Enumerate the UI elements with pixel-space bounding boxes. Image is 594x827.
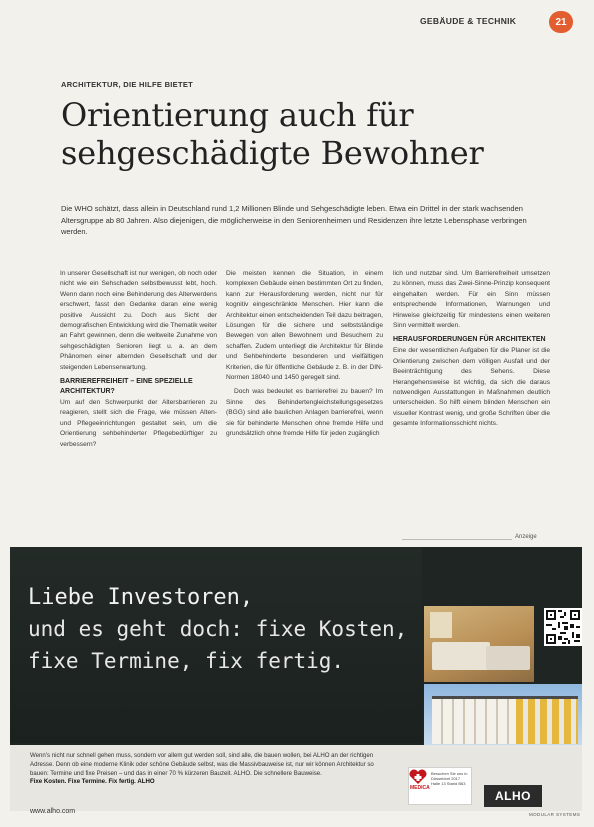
alho-logo-tagline: MODULAR SYSTEMS [529, 812, 581, 817]
ad-headline-line-1: Liebe Investoren, [28, 585, 254, 610]
article-column-3 [393, 269, 550, 434]
page-number-badge: 21 [549, 11, 573, 33]
column-paragraph: Doch was bedeutet es barrierefrei zu bauen? Im Sinne des Behindertengleichstellungsgesetzes (BGG) sind alle baulichen Anlagen barrierefrei, wenn sie für behinderte Menschen ohne fremde Hilfe und grundsätzlich ohne fremde Hilfe für jeden zugänglich [226, 388, 383, 438]
article-headline [61, 96, 561, 172]
headline-line-1: Orientierung auch für [61, 96, 414, 134]
column-paragraph: In unserer Gesellschaft ist nur wenigen, ob noch oder nicht wie ein Sehschaden selbstbewusst lebt, hoch. Wenn dann noch eine Behinderung des Alterwerdens erschwert, fasst den Gedanke daran eine wenig positive Aussicht zu. Doch aus Sicht der demografischen Entwicklung wird die Thematik weiter an Fahrt gewinnen, denn die weltweite Zunahme von sehgeschädigten Senioren liegt u. a. an dem Phänomen einer alternden Gesellschaft und der steigenden Lebenserwartung. [60, 270, 217, 371]
ad-divider [402, 539, 512, 540]
column-paragraph: lich und nutzbar sind. Um Barrierefreiheit umsetzen zu können, muss das Zwei-Sinne-Prinzip konsequent eingehalten werden. Für ein Sinn müssen entsprechende Informationen, Warnungen und Hinweise gleichzeitig für mindestens einen weiteren Sinn vermittelt werden. [393, 270, 550, 330]
headline-line-2: sehgeschädigte Bewohner [61, 134, 484, 172]
article-column-2 [226, 269, 383, 444]
ad-website-link[interactable]: www.alho.com [30, 808, 76, 815]
article-column-1 [60, 269, 217, 454]
ad-headline-line-3: fixe Termine, fix fertig. [28, 649, 345, 673]
subheading-barrierefreiheit: BARRIEREFREIHEIT – EINE SPEZIELLE ARCHITEKTUR? [60, 378, 193, 396]
ad-copy-text [30, 752, 390, 787]
ad-headline [28, 583, 407, 677]
ad-claim: Fixe Kosten. Fixe Termine. Fix fertig. ALHO [30, 778, 155, 786]
alho-logo: ALHO [484, 785, 542, 807]
article-kicker: ARCHITEKTUR, DIE HILFE BIETET [61, 80, 194, 89]
column-paragraph: Eine der wesentlichen Aufgaben für die Planer ist die Orientierung zwischen dem völligen Ausfall und der Beeinträchtigung des Sehens. Diese Herangehensweise ist wichtig, da sich die daraus notwendigen Ausstattungen in Maßnahmen deutlich unterscheiden. So hilft einem blinden Menschen ein visueller Kontrast wenig, und große Schriften über die gesamte Informationsschicht nichts. [393, 347, 550, 428]
ad-headline-line-2: und es geht doch: fixe Kosten, [28, 617, 408, 641]
ad-photo-patient-room [424, 606, 534, 682]
medica-badge-text: Besuchen Sie uns in Düsseldorf 2017 Halle 13 Stand B63 [431, 771, 468, 787]
ad-photo-modular-building [424, 684, 582, 746]
qr-code-icon[interactable] [544, 608, 582, 646]
column-paragraph: Die meisten kennen die Situation, in einem komplexen Gebäude einen bestimmten Ort zu finden, kann zur Herausforderung werden, nicht nur für kognitiv eingeschränkte Menschen. Hier kann die Architektur einen entscheidenden Teil dazu beitragen, Lösungen für die sichere und selbstständige Bewegen von allen Bewohnern und Besuchern zu schaffen. Zudem unterliegt die Architektur für Blinde und Sehbehinderte besonderen und vielfältigen Kriterien, die für öffentliche Gebäude z. B. in der DIN-Normen 18040 und 1450 geregelt sind. [226, 270, 383, 382]
advertisement[interactable] [10, 547, 582, 817]
ad-copy-body: Wenn's nicht nur schnell gehen muss, sondern vor allem gut werden soll, sind alle, die bauen wollen, bei ALHO an der richtigen Adresse. Denn ob eine moderne Klinik oder schöne Gebäude selbst, was die Massivbauweise ist, nur wir können Architektur so bauen: Termine und fixe Preisen – und das in einer 70 % kürzeren Bauzeit. ALHO. Die schnellere Bauweise. [30, 752, 374, 777]
column-paragraph: Um auf den Schwerpunkt der Altersbarrieren zu reagieren, stellt sich die Frage, wie müssen Alten- und Pflegeeinrichtungen gestaltet sein, um die Orientierung sehbehinderter Pflegebedürftiger zu verbessern? [60, 399, 217, 448]
medica-badge-title: MEDICA [410, 785, 430, 791]
ad-label: Anzeige [515, 534, 537, 540]
article-lead: Die WHO schätzt, dass allein in Deutschland rund 1,2 Millionen Blinde und Sehgeschädigte leben. Etwa ein Drittel in der stark wachsenden Altersgruppe ab 80 Jahren. Also diejenigen, die möglicherweise in den Seniorenheimen und Residenzen ihre letzte Lebensphase verbringen werden. [61, 204, 527, 236]
section-label: GEBÄUDE & TECHNIK [420, 16, 517, 26]
subheading-herausforderungen: HERAUSFORDERUNGEN FÜR ARCHITEKTEN [393, 336, 546, 344]
